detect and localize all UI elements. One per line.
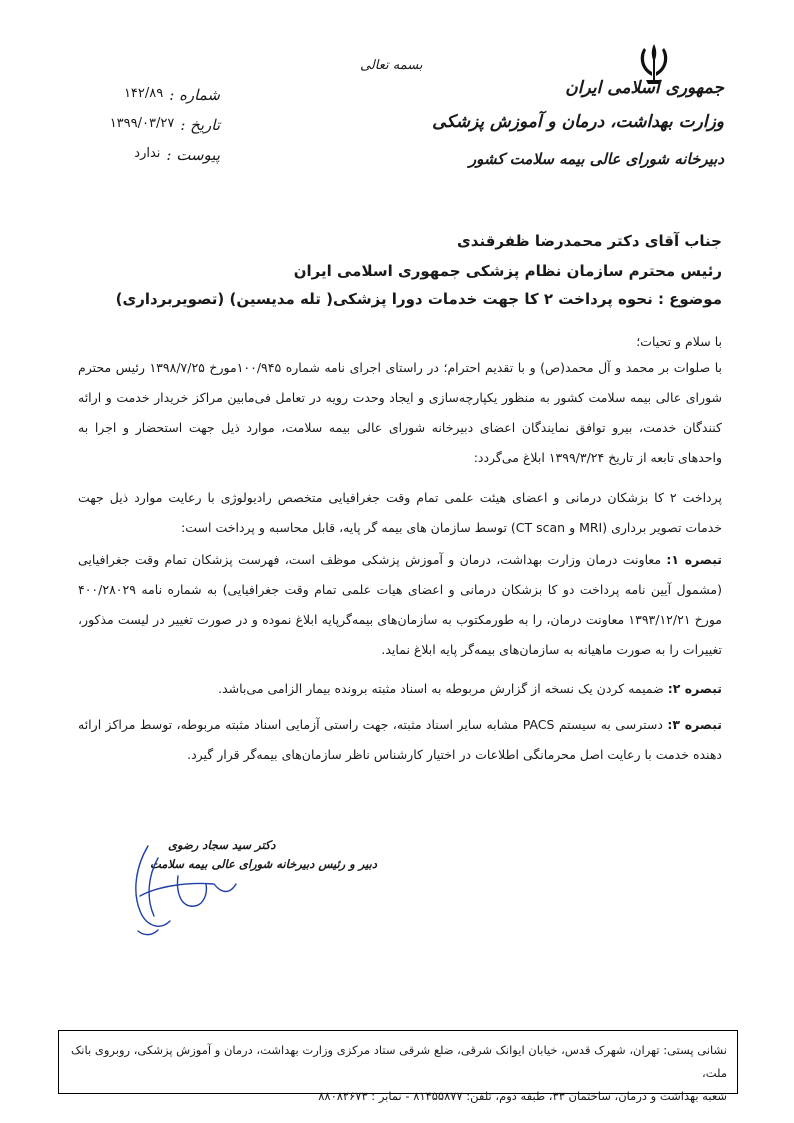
letter-date-label: تاریخ : [180,116,220,134]
letter-date-value: ۱۳۹۹/۰۳/۲۷ [109,116,175,131]
footer-address-line-1: نشانی پستی: تهران، شهرک قدس، خیابان ایوانک شرقی، ضلع شرقی ستاد مرکزی وزارت بهداشت، درمان و آموزش پزشکی، روبروی بانک ملت، [70,1043,727,1080]
letter-number [60,86,220,104]
note-2 [78,674,722,704]
letter-attachment [60,146,220,164]
note-3 [78,710,722,770]
footer-address-box [58,1030,738,1103]
addressee-name: جناب آقای دکتر محمدرضا ظفرقندی [457,232,722,250]
addressee-title: رئیس محترم سازمان نظام پزشکی جمهوری اسلامی ایران [293,262,722,280]
note-2-label: تبصره ۲: [667,681,722,696]
note-1-text: معاونت درمان وزارت بهداشت، درمان و آموزش پزشکی موظف است، فهرست پزشکان تمام وقت جغرافیایی (مشمول آیین نامه پرداخت دو کا بزشکان درمانی و اعضای هیات علمی تمام وقت جغرافیایی) به شماره نامه ۴۰۰/۲۸۰۲۹ مورخ ۱۳۹۳/۱۲/۲۱ معاونت درمان، را به طورمکتوب به سازمان‌های بیمه‌گرپایه ابلاغ نموده و در صورت تغییر در لیست مذکور، تغییرات را به صورت ماهیانه به سازمان‌های بیمه‌گر پایه ابلاغ نماید. [78,552,722,657]
note-2-text: ضمیمه کردن یک نسخه از گزارش مربوطه به اسناد مثبته برونده بیمار الزامی می‌باشد. [218,681,668,696]
footer-address-line-2: شعبه بهداشت و درمان، ساختمان ۳۳، طبقه دوم، تلفن: ۸۱۴۵۵۸۷۷ - نمابر : ۸۸۰۸۲۶۷۳ [318,1089,727,1103]
ministry-line-department: دبیرخانه شورای عالی بیمه سلامت کشور [468,150,724,168]
basmala: بسمه تعالی [360,58,423,73]
letter-date [60,116,220,134]
letter-number-label: شماره : [169,86,220,104]
signatory-name: دکتر سید سجاد رضوی [168,838,276,852]
letter-attachment-label: پیوست : [166,146,220,164]
letter-attachment-value: ندارد [134,146,161,161]
note-3-label: تبصره ۳: [667,717,722,732]
note-3-text: دسترسی به سیستم PACS مشابه سایر اسناد مثبته، جهت راستی آزمایی اسناد مثبته مربوطه، توسط مراکز ارائه دهنده خدمت با رعایت اصل محرمانگی اطلاعات در اختیار کارشناس ناظر سازمان‌های بیمه‌گر قرار گیرد. [78,717,722,762]
letter-subject: موضوع : نحوه پرداخت ۲ کا جهت خدمات دورا پزشکی( تله مدیسین) (تصویربرداری) [115,290,722,308]
body-paragraph-2: پرداخت ۲ کا بزشکان درمانی و اعضای هیئت علمی تمام وقت جغرافیایی متخصص رادیولوژی با رعایت موارد ذیل جهت خدمات تصویر برداری (MRI و CT scan) توسط سازمان های بیمه گر پایه، قابل محاسبه و پرداخت است: [78,490,723,535]
body-paragraph-1: با صلوات بر محمد و آل محمد(ص) و با تقدیم احترام؛ در راستای اجرای نامه شماره ۱۰۰/۹۴۵مورخ ۱۳۹۸/۷/۲۵ رئیس محترم شورای عالی بیمه سلامت کشور به منظور یکپارچه‌سازی و ایجاد وحدت رویه در تعامل فی‌مابین مراکز خریدار خدمت و ارائه کنندگان خدمت، بیرو توافق نمایندگان اعضای دبیرخانه شورای عالی بیمه سلامت، موارد ذیل جهت استحضار و اجرا به واحدهای تابعه از تاریخ ۱۳۹۹/۳/۲۴ ابلاغ می‌گردد: [78,360,723,465]
handwritten-signature [118,836,288,941]
ministry-line-country: جمهوری اسلامی ایران [565,78,724,98]
note-1 [78,545,722,665]
greeting: با سلام و تحیات؛ [636,334,722,349]
letter-number-value: ۱۴۲/۸۹ [123,86,164,101]
ministry-line-name: وزارت بهداشت، درمان و آموزش پزشکی [432,112,724,132]
note-1-label: تبصره ۱: [666,552,723,567]
signatory-title: دبیر و رئیس دبیرخانه شورای عالی بیمه سلامت [150,857,377,871]
